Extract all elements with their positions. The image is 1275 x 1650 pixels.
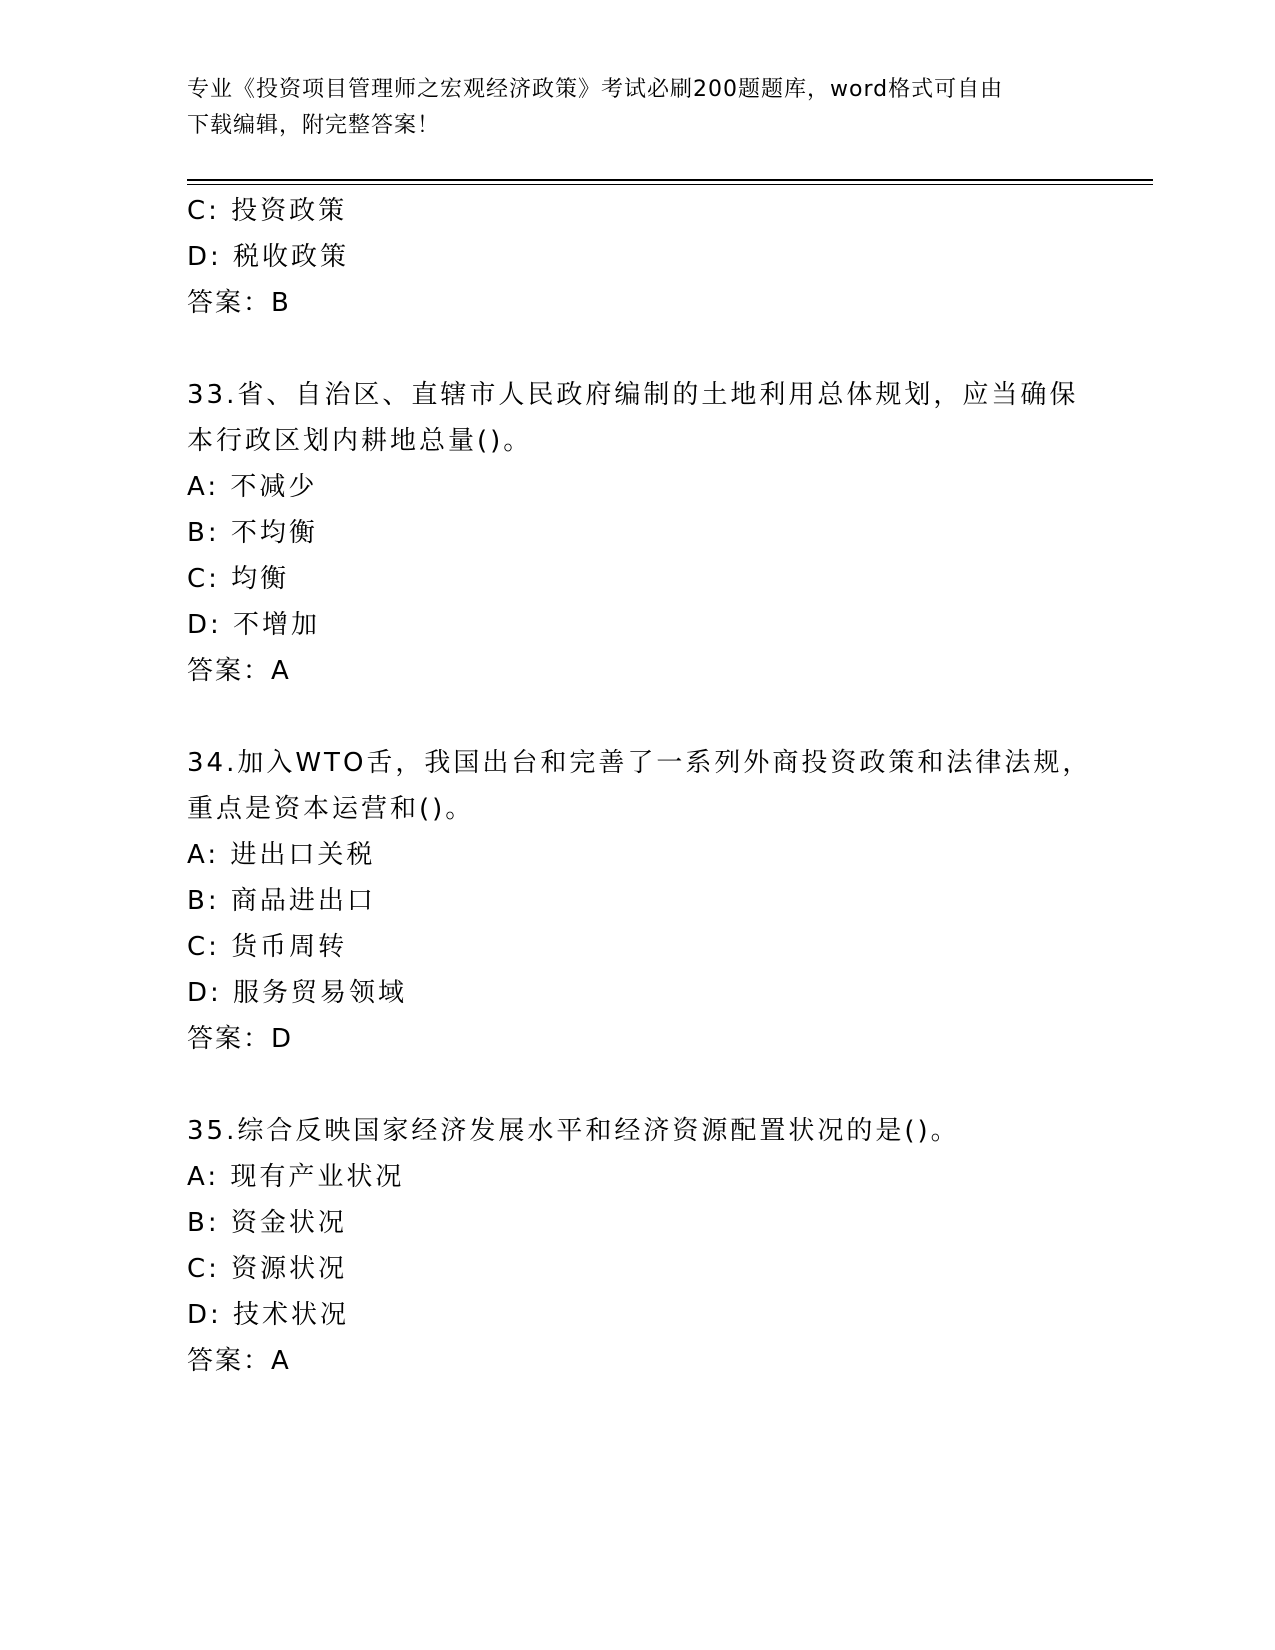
- partial-question: [187, 188, 1137, 326]
- question-stem-line: 本行政区划内耕地总量()。: [187, 426, 533, 456]
- header-divider-top: [187, 179, 1153, 181]
- document-body: [187, 188, 1137, 1384]
- spacer: [187, 694, 1137, 740]
- answer-line: 答案：A: [187, 1346, 291, 1376]
- spacer: [187, 326, 1137, 372]
- document-header: [187, 72, 1087, 144]
- answer-line: 答案：B: [187, 288, 291, 318]
- option-b: B: 资金状况: [187, 1208, 347, 1238]
- question-35: [187, 1108, 1137, 1384]
- option-c: C: 货币周转: [187, 932, 348, 962]
- spacer: [187, 1062, 1137, 1108]
- answer-line: 答案：A: [187, 656, 291, 686]
- option-a: A: 不减少: [187, 472, 318, 502]
- option-b: B: 商品进出口: [187, 886, 376, 916]
- option-c: C: 均衡: [187, 564, 290, 594]
- option-c: C: 资源状况: [187, 1254, 348, 1284]
- header-line-2: 下载编辑，附完整答案！: [187, 113, 441, 138]
- question-33: [187, 372, 1137, 694]
- option-a: A: 现有产业状况: [187, 1162, 405, 1192]
- answer-line: 答案：D: [187, 1024, 294, 1054]
- option-d: D: 不增加: [187, 610, 321, 640]
- option-c: C: 投资政策: [187, 196, 348, 226]
- header-line-1: 专业《投资项目管理师之宏观经济政策》考试必刷200题题库，word格式可自由: [187, 77, 1004, 102]
- option-d: D: 服务贸易领域: [187, 978, 408, 1008]
- question-stem-line: 35.综合反映国家经济发展水平和经济资源配置状况的是()。: [187, 1116, 960, 1146]
- option-a: A: 进出口关税: [187, 840, 376, 870]
- option-d: D: 技术状况: [187, 1300, 350, 1330]
- option-d: D: 税收政策: [187, 242, 350, 272]
- option-b: B: 不均衡: [187, 518, 318, 548]
- question-stem-line: 34.加入WTO舌，我国出台和完善了一系列外商投资政策和法律法规，: [187, 748, 1092, 778]
- question-stem-line: 33.省、自治区、直辖市人民政府编制的土地利用总体规划，应当确保: [187, 380, 1079, 410]
- header-divider-bottom: [187, 184, 1153, 185]
- question-34: [187, 740, 1137, 1062]
- question-stem-line: 重点是资本运营和()。: [187, 794, 475, 824]
